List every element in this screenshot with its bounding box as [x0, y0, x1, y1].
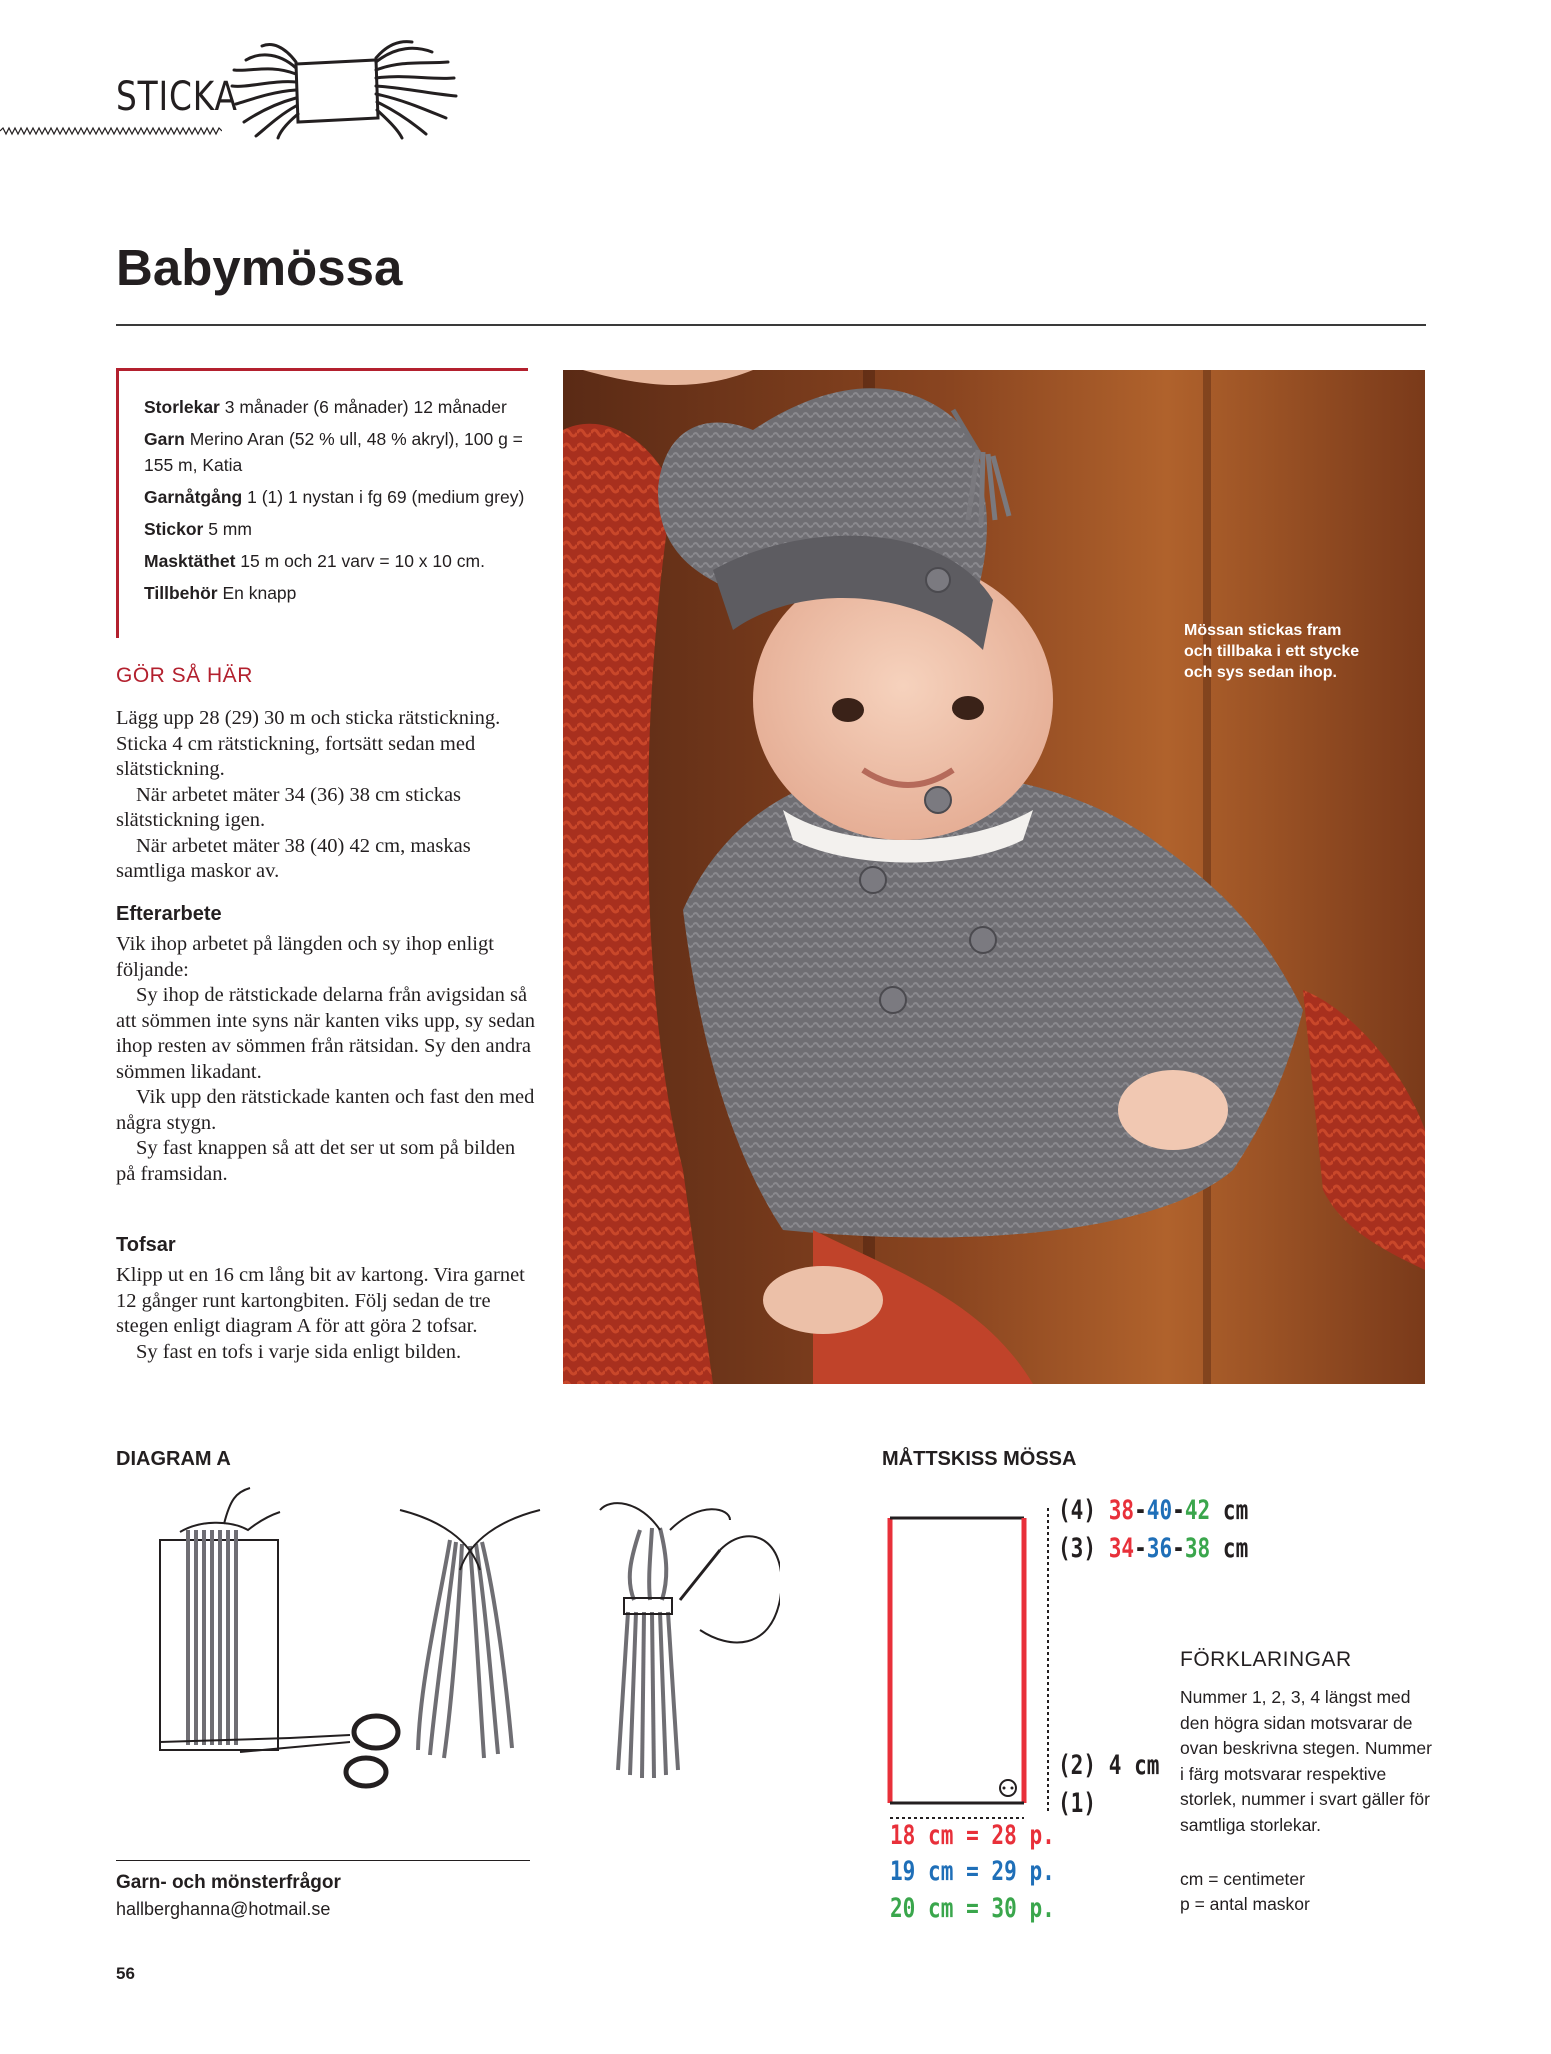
- measure-row-3: (3) 34-36-38 cm: [1058, 1533, 1249, 1564]
- info-label: Storlekar: [144, 397, 220, 417]
- info-label: Tillbehör: [144, 583, 218, 603]
- size-value: 42: [1184, 1495, 1211, 1526]
- info-value: 5 mm: [208, 519, 252, 539]
- size-value: 36: [1146, 1533, 1173, 1564]
- size-value: 40: [1146, 1495, 1173, 1526]
- info-yarn-amount: [144, 484, 528, 510]
- size-value: 38: [1108, 1495, 1135, 1526]
- contact-heading: Garn- och mönsterfrågor: [116, 1872, 341, 1893]
- size-value: 38: [1184, 1533, 1211, 1564]
- info-value: 15 m och 21 varv = 10 x 10 cm.: [240, 551, 485, 571]
- zigzag-divider: [0, 126, 222, 136]
- info-needles: [144, 516, 528, 542]
- info-value: En knapp: [222, 583, 297, 603]
- info-label: Stickor: [144, 519, 204, 539]
- section-label: STICKA: [116, 74, 238, 120]
- measure-number: (2): [1058, 1750, 1097, 1781]
- abbr-p: p = antal maskor: [1180, 1894, 1310, 1914]
- materials-box: [116, 368, 528, 638]
- legend-heading: FÖRKLARINGAR: [1180, 1648, 1352, 1671]
- measure-row-1: (1): [1058, 1788, 1097, 1819]
- tassels-text: [116, 1263, 536, 1365]
- page-number: 56: [116, 1964, 135, 1983]
- info-label: Garn: [144, 429, 185, 449]
- page-title: Babymössa: [116, 239, 403, 296]
- width-size-1: 18 cm = 28 p.: [890, 1820, 1055, 1851]
- measure-row-4: (4) 38-40-42 cm: [1058, 1495, 1249, 1526]
- paragraph: Vik upp den rätstickade kanten och fast den med några stygn.: [116, 1086, 535, 1134]
- baby-in-knitted-hat-image: [563, 370, 1425, 1384]
- measure-number: (4): [1058, 1495, 1097, 1526]
- info-sizes: [144, 394, 528, 420]
- info-accessories: [144, 580, 528, 606]
- info-label: Garnåtgång: [144, 487, 243, 507]
- cut-yarn: [400, 1510, 540, 1758]
- abbr-cm: cm = centimeter: [1180, 1869, 1305, 1889]
- info-gauge: [144, 548, 528, 574]
- measure-row-2: [1058, 1750, 1159, 1781]
- unit: cm: [1222, 1533, 1249, 1564]
- paragraph: Sy fast knappen så att det ser ut som på bilden på framsidan.: [116, 1137, 516, 1185]
- measure-value: 4 cm: [1108, 1750, 1160, 1781]
- finishing-text: [116, 932, 536, 1187]
- materials-list: [144, 394, 528, 612]
- legend-text: Nummer 1, 2, 3, 4 längst med den högra sidan motsvarar de ovan beskrivna stegen. Nummer i färg motsvarar respektive storlek, nummer i svart gäller för samtliga storlekar.: [1180, 1687, 1432, 1835]
- size-value: 34: [1108, 1533, 1135, 1564]
- info-label: Masktäthet: [144, 551, 236, 571]
- contact-divider: [116, 1860, 530, 1861]
- paragraph: När arbetet mäter 34 (36) 38 cm stickas slätstickning igen.: [116, 783, 462, 831]
- unit: cm: [1222, 1495, 1249, 1526]
- info-value: 3 månader (6 månader) 12 månader: [224, 397, 507, 417]
- info-value: Merino Aran (52 % ull, 48 % akryl), 100 g = 155 m, Katia: [144, 429, 523, 475]
- tassels-heading: Tofsar: [116, 1234, 176, 1256]
- paragraph: Lägg upp 28 (29) 30 m och sticka rätstickning. Sticka 4 cm rätstickning, fortsätt sedan med slätstickning.: [116, 707, 501, 780]
- instructions-heading: GÖR SÅ HÄR: [116, 664, 253, 687]
- baby-photo: [563, 370, 1425, 1384]
- yarn-skein-icon: [226, 40, 462, 140]
- paragraph: Klipp ut en 16 cm lång bit av kartong. Vira garnet 12 gånger runt kartongbiten. Följ sedan de tre stegen enligt diagram A för att göra 2 tofsar.: [116, 1264, 525, 1337]
- width-size-3: 20 cm = 30 p.: [890, 1893, 1055, 1924]
- title-divider: [116, 324, 1426, 326]
- contact-email[interactable]: hallberghanna@hotmail.se: [116, 1899, 331, 1919]
- paragraph: Sy fast en tofs i varje sida enligt bilden.: [136, 1340, 462, 1363]
- paragraph: Vik ihop arbetet på längden och sy ihop enligt följande:: [116, 933, 494, 981]
- wrapped-yarn: [188, 1530, 236, 1745]
- box-border-left: [116, 368, 119, 638]
- measure-number: (3): [1058, 1533, 1097, 1564]
- diagram-a-heading: DIAGRAM A: [116, 1448, 231, 1470]
- box-border-top: [116, 368, 528, 371]
- paragraph: När arbetet mäter 38 (40) 42 cm, maskas samtliga maskor av.: [116, 834, 471, 882]
- instructions-intro: [116, 706, 536, 885]
- tied-tassel: [600, 1503, 780, 1778]
- info-value: 1 (1) 1 nystan i fg 69 (medium grey): [247, 487, 525, 507]
- photo-caption: Mössan stickas fram och tillbaka i ett stycke och sys sedan ihop.: [1184, 622, 1360, 681]
- info-yarn: [144, 426, 528, 478]
- legend-abbreviations: [1180, 1867, 1440, 1917]
- paragraph: Sy ihop de rätstickade delarna från avigsidan så att sömmen inte syns när kanten viks upp, sy sedan ihop resten av sömmen från rätsidan. Sy den andra sömmen likadant.: [116, 984, 536, 1083]
- width-size-2: 19 cm = 29 p.: [890, 1856, 1055, 1887]
- measurement-heading: MÅTTSKISS MÖSSA: [882, 1448, 1077, 1470]
- tassel-diagram: [140, 1480, 780, 1790]
- finishing-heading: Efterarbete: [116, 903, 222, 925]
